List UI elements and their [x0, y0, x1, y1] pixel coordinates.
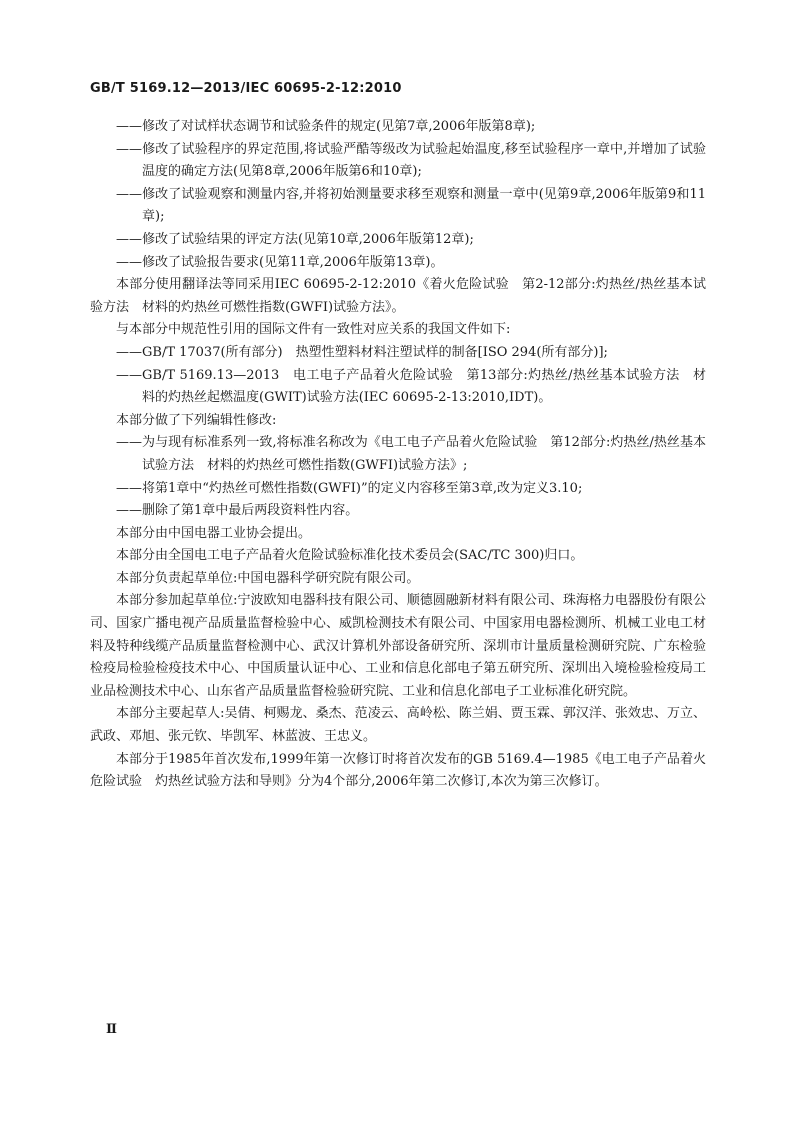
document-body	[90, 116, 706, 794]
paragraph: 与本部分中规范性引用的国际文件有一致性对应关系的我国文件如下:	[116, 322, 511, 338]
list-item: ——GB/T 5169.13—2013 电工电子产品着火危险试验 第13部分:灼热丝/热丝基本试验方法 材料的灼热丝起燃温度(GWIT)试验方法(IEC 60695-2-13:2010,IDT)。	[116, 367, 706, 406]
paragraph: 本部分负责起草单位:中国电器科学研究院有限公司。	[116, 570, 420, 586]
list-item: ——修改了试验程序的界定范围,将试验严酷等级改为试验起始温度,移至试验程序一章中,并增加了试验温度的确定方法(见第8章,2006年版第6和10章);	[116, 141, 706, 180]
document-header: GB/T 5169.12—2013/IEC 60695-2-12:2010	[90, 81, 402, 96]
list-item: ——为与现有标准系列一致,将标准名称改为《电工电子产品着火危险试验 第12部分:灼热丝/热丝基本试验方法 材料的灼热丝可燃性指数(GWFI)试验方法》;	[116, 435, 706, 473]
paragraph: 本部分做了下列编辑性修改:	[116, 412, 277, 428]
paragraph: 本部分主要起草人:吴倩、柯赐龙、桑杰、范凌云、高岭松、陈兰娟、贾玉霖、郭汉洋、张效忠、万立、武政、邓旭、张元钦、毕凯军、林蓝波、王忠义。	[90, 706, 706, 745]
list-item: ——将第1章中“灼热丝可燃性指数(GWFI)”的定义内容移至第3章,改为定义3.10;	[116, 480, 583, 496]
page-number: Ⅱ	[106, 1022, 117, 1037]
list-item: ——GB/T 17037(所有部分) 热塑性塑料材料注塑试样的制备[ISO 294(所有部分)];	[116, 344, 608, 360]
list-item: ——修改了试验报告要求(见第11章,2006年版第13章)。	[116, 254, 444, 270]
list-item: ——修改了试验结果的评定方法(见第10章,2006年版第12章);	[116, 231, 474, 247]
list-item: ——修改了对试样状态调节和试验条件的规定(见第7章,2006年版第8章);	[116, 119, 536, 134]
list-item: ——修改了试验观察和测量内容,并将初始测量要求移至观察和测量一章中(见第9章,2006年版第9和11章);	[116, 186, 706, 225]
paragraph: 本部分参加起草单位:宁波欧知电器科技有限公司、顺德圆融新材料有限公司、珠海格力电器股份有限公司、国家广播电视产品质量监督检验中心、威凯检测技术有限公司、中国家用电器检测所、机械工业电工材料及特种线缆产品质量监督检测中心、武汉计算机外部设备研究所、深圳市计量质量检测研究院、广东检验检疫局检验检疫技术中心、中国质量认证中心、工业和信息化部电子第五研究所、深圳出入境检验检疫局工业品检测技术中心、山东省产品质量监督检验研究院、工业和信息化部电子工业标准化研究院。	[90, 593, 706, 699]
paragraph: 本部分由全国电工电子产品着火危险试验标准化技术委员会(SAC/TC 300)归口。	[116, 548, 584, 564]
paragraph: 本部分由中国电器工业协会提出。	[116, 525, 312, 541]
paragraph: 本部分使用翻译法等同采用IEC 60695-2-12:2010《着火危险试验 第2-12部分:灼热丝/热丝基本试验方法 材料的灼热丝可燃性指数(GWFI)试验方法》。	[90, 277, 706, 315]
list-item: ——删除了第1章中最后两段资料性内容。	[116, 503, 359, 519]
paragraph: 本部分于1985年首次发布,1999年第一次修订时将首次发布的GB 5169.4—1985《电工电子产品着火危险试验 灼热丝试验方法和导则》分为4个部分,2006年第二次修订,本次为第三次修订。	[90, 751, 706, 790]
